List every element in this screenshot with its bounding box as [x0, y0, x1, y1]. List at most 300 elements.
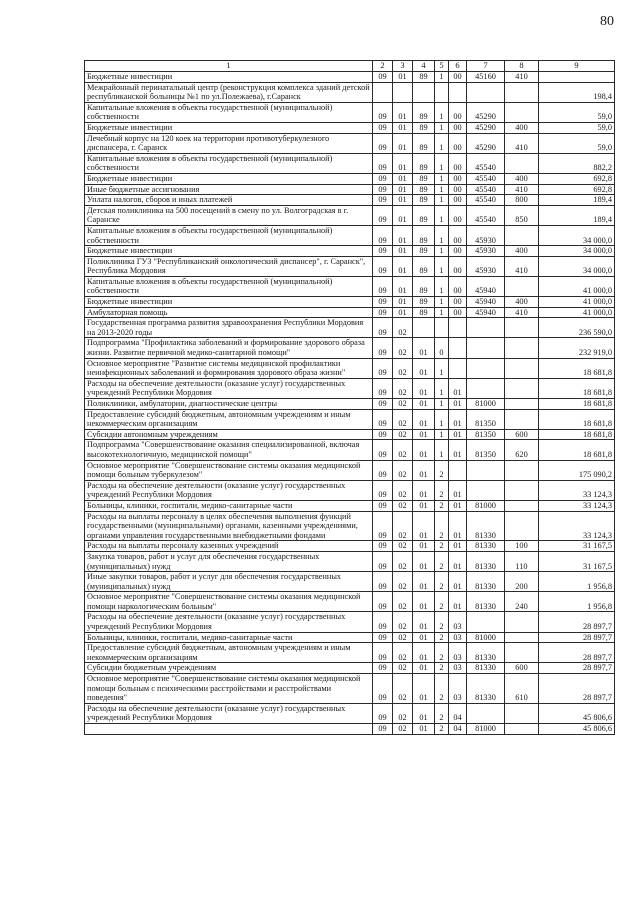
section-code: 09 — [373, 724, 393, 735]
program-code: 01 — [413, 592, 435, 612]
program-code: 01 — [413, 511, 435, 541]
event-code — [449, 338, 467, 358]
subprogram-code: 1 — [435, 246, 449, 257]
expense-code — [467, 612, 505, 632]
event-code: 01 — [449, 541, 467, 552]
subsection-code: 01 — [393, 184, 413, 195]
program-code: 01 — [413, 663, 435, 674]
event-code: 03 — [449, 643, 467, 663]
section-code — [373, 82, 393, 102]
program-code: 89 — [413, 195, 435, 206]
header-cell: 1 — [85, 61, 373, 72]
event-code: 00 — [449, 246, 467, 257]
subsection-code: 02 — [393, 378, 413, 398]
program-code — [413, 318, 435, 338]
amount: 31 167,5 — [539, 551, 615, 571]
type-code: 110 — [505, 551, 539, 571]
amount: 18 681,8 — [539, 440, 615, 460]
type-code — [505, 500, 539, 511]
type-code — [505, 724, 539, 735]
table-row — [85, 632, 615, 643]
amount: 45 806,6 — [539, 703, 615, 723]
section-code: 09 — [373, 511, 393, 541]
section-code: 09 — [373, 205, 393, 225]
subprogram-code: 2 — [435, 500, 449, 511]
subsection-code: 02 — [393, 592, 413, 612]
amount: 1 956,8 — [539, 572, 615, 592]
row-name: Расходы на обеспечение деятельности (оказание услуг) государственных учреждений Республики Мордовия — [85, 378, 373, 398]
amount: 34 000,0 — [539, 256, 615, 276]
row-name: Расходы на выплаты персоналу казенных учреждений — [85, 541, 373, 552]
expense-code: 45930 — [467, 225, 505, 245]
program-code: 01 — [413, 460, 435, 480]
subprogram-code: 1 — [435, 195, 449, 206]
amount: 198,4 — [539, 82, 615, 102]
amount: 59,0 — [539, 133, 615, 153]
subprogram-code: 2 — [435, 460, 449, 480]
event-code: 01 — [449, 399, 467, 410]
amount: 692,8 — [539, 173, 615, 184]
table-row — [85, 612, 615, 632]
subprogram-code: 0 — [435, 338, 449, 358]
amount — [539, 72, 615, 83]
table-row — [85, 276, 615, 296]
section-code: 09 — [373, 674, 393, 704]
expense-code — [467, 318, 505, 338]
row-name: Лечебный корпус на 120 коек на территории противотуберкулезного диспансера, г. Саранск — [85, 133, 373, 153]
event-code: 00 — [449, 195, 467, 206]
subsection-code: 01 — [393, 195, 413, 206]
program-code — [413, 82, 435, 102]
subprogram-code: 1 — [435, 153, 449, 173]
subsection-code: 01 — [393, 307, 413, 318]
program-code: 01 — [413, 541, 435, 552]
header-cell: 5 — [435, 61, 449, 72]
expense-code: 81000 — [467, 500, 505, 511]
subprogram-code: 1 — [435, 133, 449, 153]
section-code: 09 — [373, 195, 393, 206]
amount: 189,4 — [539, 195, 615, 206]
table-row — [85, 338, 615, 358]
table-row — [85, 184, 615, 195]
event-code: 00 — [449, 102, 467, 122]
program-code: 89 — [413, 307, 435, 318]
amount: 34 000,0 — [539, 225, 615, 245]
type-code — [505, 102, 539, 122]
expense-code: 45540 — [467, 195, 505, 206]
program-code: 01 — [413, 480, 435, 500]
event-code: 01 — [449, 440, 467, 460]
program-code: 89 — [413, 133, 435, 153]
type-code: 410 — [505, 72, 539, 83]
row-name: Поликлиники, амбулатории, диагностические центры — [85, 399, 373, 410]
subprogram-code: 2 — [435, 551, 449, 571]
type-code — [505, 358, 539, 378]
event-code: 01 — [449, 500, 467, 511]
expense-code: 81000 — [467, 399, 505, 410]
subprogram-code: 2 — [435, 592, 449, 612]
event-code: 03 — [449, 632, 467, 643]
program-code: 89 — [413, 153, 435, 173]
amount: 45 806,6 — [539, 724, 615, 735]
section-code: 09 — [373, 276, 393, 296]
section-code: 09 — [373, 358, 393, 378]
subsection-code: 02 — [393, 318, 413, 338]
expense-code — [467, 358, 505, 378]
row-name: Капитальные вложения в объекты государственной (муниципальной) собственности — [85, 276, 373, 296]
type-code — [505, 511, 539, 541]
amount: 28 897,7 — [539, 612, 615, 632]
event-code: 01 — [449, 592, 467, 612]
expense-code: 45940 — [467, 297, 505, 308]
subprogram-code: 1 — [435, 102, 449, 122]
header-cell: 8 — [505, 61, 539, 72]
expense-code: 81330 — [467, 663, 505, 674]
subsection-code: 01 — [393, 133, 413, 153]
program-code: 89 — [413, 102, 435, 122]
section-code: 09 — [373, 133, 393, 153]
expense-code: 81000 — [467, 724, 505, 735]
table-row — [85, 480, 615, 500]
subprogram-code: 1 — [435, 358, 449, 378]
expense-code: 81330 — [467, 674, 505, 704]
type-code: 410 — [505, 184, 539, 195]
expense-code: 81330 — [467, 592, 505, 612]
expense-code: 81350 — [467, 440, 505, 460]
row-name: Бюджетные инвестиции — [85, 122, 373, 133]
subsection-code: 01 — [393, 72, 413, 83]
row-name: Расходы на обеспечение деятельности (оказание услуг) государственных учреждений Республики Мордовия — [85, 612, 373, 632]
row-name: Больницы, клиники, госпитали, медико-санитарные части — [85, 632, 373, 643]
program-code: 89 — [413, 173, 435, 184]
subprogram-code: 1 — [435, 205, 449, 225]
expense-code: 45290 — [467, 133, 505, 153]
subprogram-code — [435, 82, 449, 102]
expense-code: 45940 — [467, 307, 505, 318]
amount: 33 124,3 — [539, 511, 615, 541]
subprogram-code: 2 — [435, 612, 449, 632]
expense-code: 45930 — [467, 256, 505, 276]
subprogram-code: 1 — [435, 399, 449, 410]
row-name: Капитальные вложения в объекты государственной (муниципальной) собственности — [85, 225, 373, 245]
subsection-code: 02 — [393, 551, 413, 571]
row-name: Бюджетные инвестиции — [85, 173, 373, 184]
program-code: 01 — [413, 674, 435, 704]
program-code: 01 — [413, 572, 435, 592]
row-name: Иные бюджетные ассигнования — [85, 184, 373, 195]
event-code: 01 — [449, 551, 467, 571]
table-row — [85, 399, 615, 410]
page-number: 80 — [600, 14, 614, 29]
subprogram-code: 2 — [435, 663, 449, 674]
subsection-code: 02 — [393, 703, 413, 723]
row-name — [85, 724, 373, 735]
type-code — [505, 409, 539, 429]
table-row — [85, 246, 615, 257]
expense-code: 81330 — [467, 572, 505, 592]
table-row — [85, 256, 615, 276]
event-code: 00 — [449, 184, 467, 195]
header-cell: 4 — [413, 61, 435, 72]
row-name: Поликлиника ГУЗ "Республиканский онкологический диспансер", г. Саранск", Республика Мордовия — [85, 256, 373, 276]
event-code — [449, 82, 467, 102]
program-code: 01 — [413, 429, 435, 440]
table-row — [85, 297, 615, 308]
type-code — [505, 82, 539, 102]
subsection-code: 01 — [393, 246, 413, 257]
row-name: Субсидии автономным учреждениям — [85, 429, 373, 440]
event-code: 04 — [449, 724, 467, 735]
subsection-code: 02 — [393, 541, 413, 552]
subsection-code: 01 — [393, 205, 413, 225]
subprogram-code: 1 — [435, 429, 449, 440]
program-code: 01 — [413, 612, 435, 632]
type-code: 410 — [505, 307, 539, 318]
type-code — [505, 338, 539, 358]
expense-code: 81330 — [467, 511, 505, 541]
event-code: 00 — [449, 205, 467, 225]
row-name: Предоставление субсидий бюджетным, автономным учреждениям и иным некоммерческим организациям — [85, 643, 373, 663]
expense-code: 45540 — [467, 205, 505, 225]
section-code: 09 — [373, 643, 393, 663]
expense-code: 45290 — [467, 102, 505, 122]
table-row — [85, 173, 615, 184]
expense-code: 81330 — [467, 551, 505, 571]
row-name: Основное мероприятие "Совершенствование системы оказания медицинской помощи больным с психическими расстройствами и расстройствами поведения" — [85, 674, 373, 704]
expense-code: 45940 — [467, 276, 505, 296]
amount: 692,8 — [539, 184, 615, 195]
table-row — [85, 195, 615, 206]
subsection-code: 02 — [393, 460, 413, 480]
table-row — [85, 358, 615, 378]
section-code: 09 — [373, 500, 393, 511]
row-name: Закупка товаров, работ и услуг для обеспечения государственных (муниципальных) нужд — [85, 551, 373, 571]
type-code — [505, 276, 539, 296]
expense-code — [467, 338, 505, 358]
subprogram-code: 1 — [435, 184, 449, 195]
subsection-code: 02 — [393, 429, 413, 440]
row-name: Основное мероприятие "Совершенствование системы оказания медицинской помощи больным туберкулезом" — [85, 460, 373, 480]
event-code: 01 — [449, 378, 467, 398]
amount: 41 000,0 — [539, 276, 615, 296]
expense-code — [467, 460, 505, 480]
subsection-code — [393, 82, 413, 102]
table-row — [85, 409, 615, 429]
subprogram-code: 2 — [435, 572, 449, 592]
section-code: 09 — [373, 399, 393, 410]
section-code: 09 — [373, 632, 393, 643]
event-code: 00 — [449, 122, 467, 133]
type-code: 800 — [505, 195, 539, 206]
header-cell: 9 — [539, 61, 615, 72]
table-row — [85, 102, 615, 122]
subprogram-code — [435, 318, 449, 338]
subprogram-code: 1 — [435, 72, 449, 83]
type-code — [505, 480, 539, 500]
table-row — [85, 551, 615, 571]
expense-code: 45540 — [467, 153, 505, 173]
event-code: 01 — [449, 480, 467, 500]
section-code: 09 — [373, 246, 393, 257]
table-row — [85, 572, 615, 592]
table-row — [85, 72, 615, 83]
table-row — [85, 643, 615, 663]
table-row — [85, 724, 615, 735]
expense-code: 45540 — [467, 173, 505, 184]
program-code: 89 — [413, 122, 435, 133]
subprogram-code: 2 — [435, 541, 449, 552]
program-code: 89 — [413, 184, 435, 195]
event-code: 00 — [449, 276, 467, 296]
type-code: 400 — [505, 297, 539, 308]
row-name: Основное мероприятие "Развитие системы медицинской профилактики неинфекционных заболеваний и формирования здорового образа жизни" — [85, 358, 373, 378]
expense-code — [467, 703, 505, 723]
event-code: 00 — [449, 225, 467, 245]
section-code: 09 — [373, 318, 393, 338]
type-code — [505, 399, 539, 410]
program-code: 89 — [413, 256, 435, 276]
amount: 28 897,7 — [539, 663, 615, 674]
type-code: 100 — [505, 541, 539, 552]
row-name: Иные закупки товаров, работ и услуг для обеспечения государственных (муниципальных) нужд — [85, 572, 373, 592]
event-code: 03 — [449, 663, 467, 674]
table-row — [85, 592, 615, 612]
subprogram-code: 1 — [435, 409, 449, 429]
section-code: 09 — [373, 703, 393, 723]
program-code: 89 — [413, 225, 435, 245]
subprogram-code: 2 — [435, 703, 449, 723]
subprogram-code: 2 — [435, 674, 449, 704]
type-code: 600 — [505, 429, 539, 440]
header-cell: 7 — [467, 61, 505, 72]
expense-code: 81350 — [467, 409, 505, 429]
type-code — [505, 318, 539, 338]
type-code — [505, 703, 539, 723]
section-code: 09 — [373, 460, 393, 480]
type-code: 410 — [505, 256, 539, 276]
expense-code: 45290 — [467, 122, 505, 133]
type-code: 620 — [505, 440, 539, 460]
section-code: 09 — [373, 541, 393, 552]
table-row — [85, 225, 615, 245]
expense-code — [467, 480, 505, 500]
section-code: 09 — [373, 153, 393, 173]
table-row — [85, 122, 615, 133]
expense-code — [467, 378, 505, 398]
row-name: Субсидии бюджетным учреждениям — [85, 663, 373, 674]
subsection-code: 01 — [393, 276, 413, 296]
amount: 175 090,2 — [539, 460, 615, 480]
subsection-code: 02 — [393, 612, 413, 632]
event-code: 00 — [449, 297, 467, 308]
section-code: 09 — [373, 102, 393, 122]
event-code — [449, 358, 467, 378]
subsection-code: 01 — [393, 225, 413, 245]
row-name: Амбулаторная помощь — [85, 307, 373, 318]
event-code: 00 — [449, 173, 467, 184]
table-row — [85, 82, 615, 102]
type-code — [505, 153, 539, 173]
row-name: Расходы на обеспечение деятельности (оказание услуг) государственных учреждений Республики Мордовия — [85, 480, 373, 500]
amount: 31 167,5 — [539, 541, 615, 552]
subprogram-code: 2 — [435, 480, 449, 500]
subprogram-code: 1 — [435, 297, 449, 308]
subsection-code: 02 — [393, 500, 413, 511]
event-code — [449, 318, 467, 338]
type-code: 400 — [505, 173, 539, 184]
section-code: 09 — [373, 122, 393, 133]
type-code — [505, 612, 539, 632]
row-name: Предоставление субсидий бюджетным, автономным учреждениям и иным некоммерческим организациям — [85, 409, 373, 429]
program-code: 01 — [413, 632, 435, 643]
amount: 18 681,8 — [539, 378, 615, 398]
amount: 236 590,0 — [539, 318, 615, 338]
program-code: 89 — [413, 276, 435, 296]
event-code: 01 — [449, 511, 467, 541]
amount: 882,2 — [539, 153, 615, 173]
type-code: 240 — [505, 592, 539, 612]
event-code: 04 — [449, 703, 467, 723]
subsection-code: 02 — [393, 643, 413, 663]
event-code: 01 — [449, 429, 467, 440]
expense-code — [467, 82, 505, 102]
subsection-code: 01 — [393, 102, 413, 122]
event-code: 01 — [449, 572, 467, 592]
program-code: 89 — [413, 72, 435, 83]
amount: 28 897,7 — [539, 674, 615, 704]
type-code — [505, 643, 539, 663]
subsection-code: 01 — [393, 297, 413, 308]
row-name: Бюджетные инвестиции — [85, 246, 373, 257]
row-name: Бюджетные инвестиции — [85, 72, 373, 83]
row-name: Подпрограмма "Профилактика заболеваний и формирование здорового образа жизни. Развитие первичной медико-санитарной помощи" — [85, 338, 373, 358]
event-code: 00 — [449, 307, 467, 318]
section-code: 09 — [373, 307, 393, 318]
type-code: 400 — [505, 246, 539, 257]
subprogram-code: 2 — [435, 511, 449, 541]
table-row — [85, 541, 615, 552]
table-row — [85, 500, 615, 511]
type-code — [505, 460, 539, 480]
table-row — [85, 674, 615, 704]
expense-code: 81330 — [467, 541, 505, 552]
program-code: 01 — [413, 358, 435, 378]
event-code: 00 — [449, 256, 467, 276]
amount: 34 000,0 — [539, 246, 615, 257]
row-name: Бюджетные инвестиции — [85, 297, 373, 308]
event-code: 03 — [449, 674, 467, 704]
type-code: 400 — [505, 122, 539, 133]
table-row — [85, 511, 615, 541]
event-code: 00 — [449, 72, 467, 83]
subprogram-code: 1 — [435, 440, 449, 460]
section-code: 09 — [373, 612, 393, 632]
row-name: Основное мероприятие "Совершенствование системы оказания медицинской помощи наркологическим больным" — [85, 592, 373, 612]
expense-code: 81350 — [467, 429, 505, 440]
subsection-code: 02 — [393, 409, 413, 429]
program-code: 01 — [413, 399, 435, 410]
program-code: 01 — [413, 338, 435, 358]
amount: 18 681,8 — [539, 409, 615, 429]
section-code: 09 — [373, 551, 393, 571]
section-code: 09 — [373, 572, 393, 592]
program-code: 01 — [413, 643, 435, 663]
row-name: Государственная программа развития здравоохранения Республики Мордовия на 2013-2020 годы — [85, 318, 373, 338]
budget-table — [84, 60, 615, 735]
table-row — [85, 460, 615, 480]
program-code: 01 — [413, 551, 435, 571]
subprogram-code: 2 — [435, 643, 449, 663]
